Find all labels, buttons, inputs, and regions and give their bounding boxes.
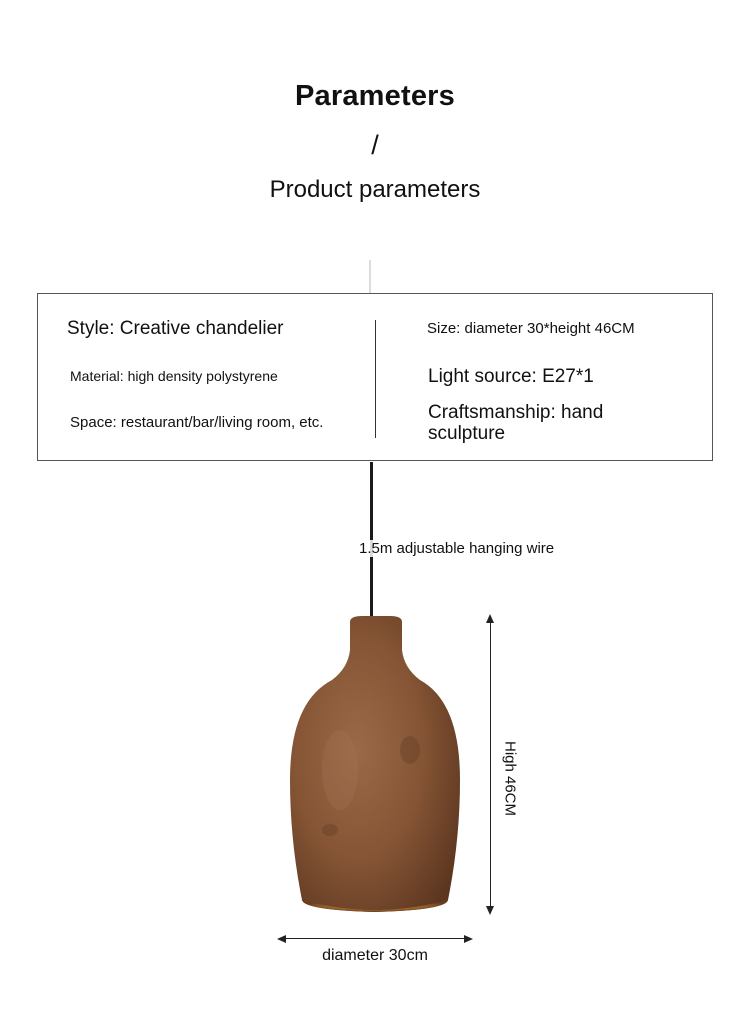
parameters-divider [375,320,376,438]
page-subtitle: Product parameters [269,176,481,203]
lamp-body [290,616,460,912]
param-light-source: Light source: E27*1 [428,366,594,387]
height-label: High 46CM [501,740,519,817]
pendant-lamp-image [270,610,480,920]
width-dimension-line [280,938,470,939]
arrow-right-icon [464,935,473,943]
hanging-wire-faded [369,260,371,294]
arrow-up-icon [486,614,494,623]
param-material: Material: high density polystyrene [70,368,278,384]
lamp-texture-spot [322,824,338,836]
arrow-down-icon [486,906,494,915]
wire-label: 1.5m adjustable hanging wire [359,540,555,557]
param-space: Space: restaurant/bar/living room, etc. [70,414,324,431]
param-craftsmanship: Craftsmanship: hand sculpture [428,402,604,444]
page-title: Parameters [295,80,455,112]
arrow-left-icon [277,935,286,943]
lamp-highlight [322,730,358,810]
title-separator: / [371,130,379,160]
param-style: Style: Creative chandelier [67,318,284,339]
param-size: Size: diameter 30*height 46CM [427,320,635,337]
height-dimension-line [490,617,491,913]
lamp-texture-spot [400,736,420,764]
width-label: diameter 30cm [322,947,428,964]
